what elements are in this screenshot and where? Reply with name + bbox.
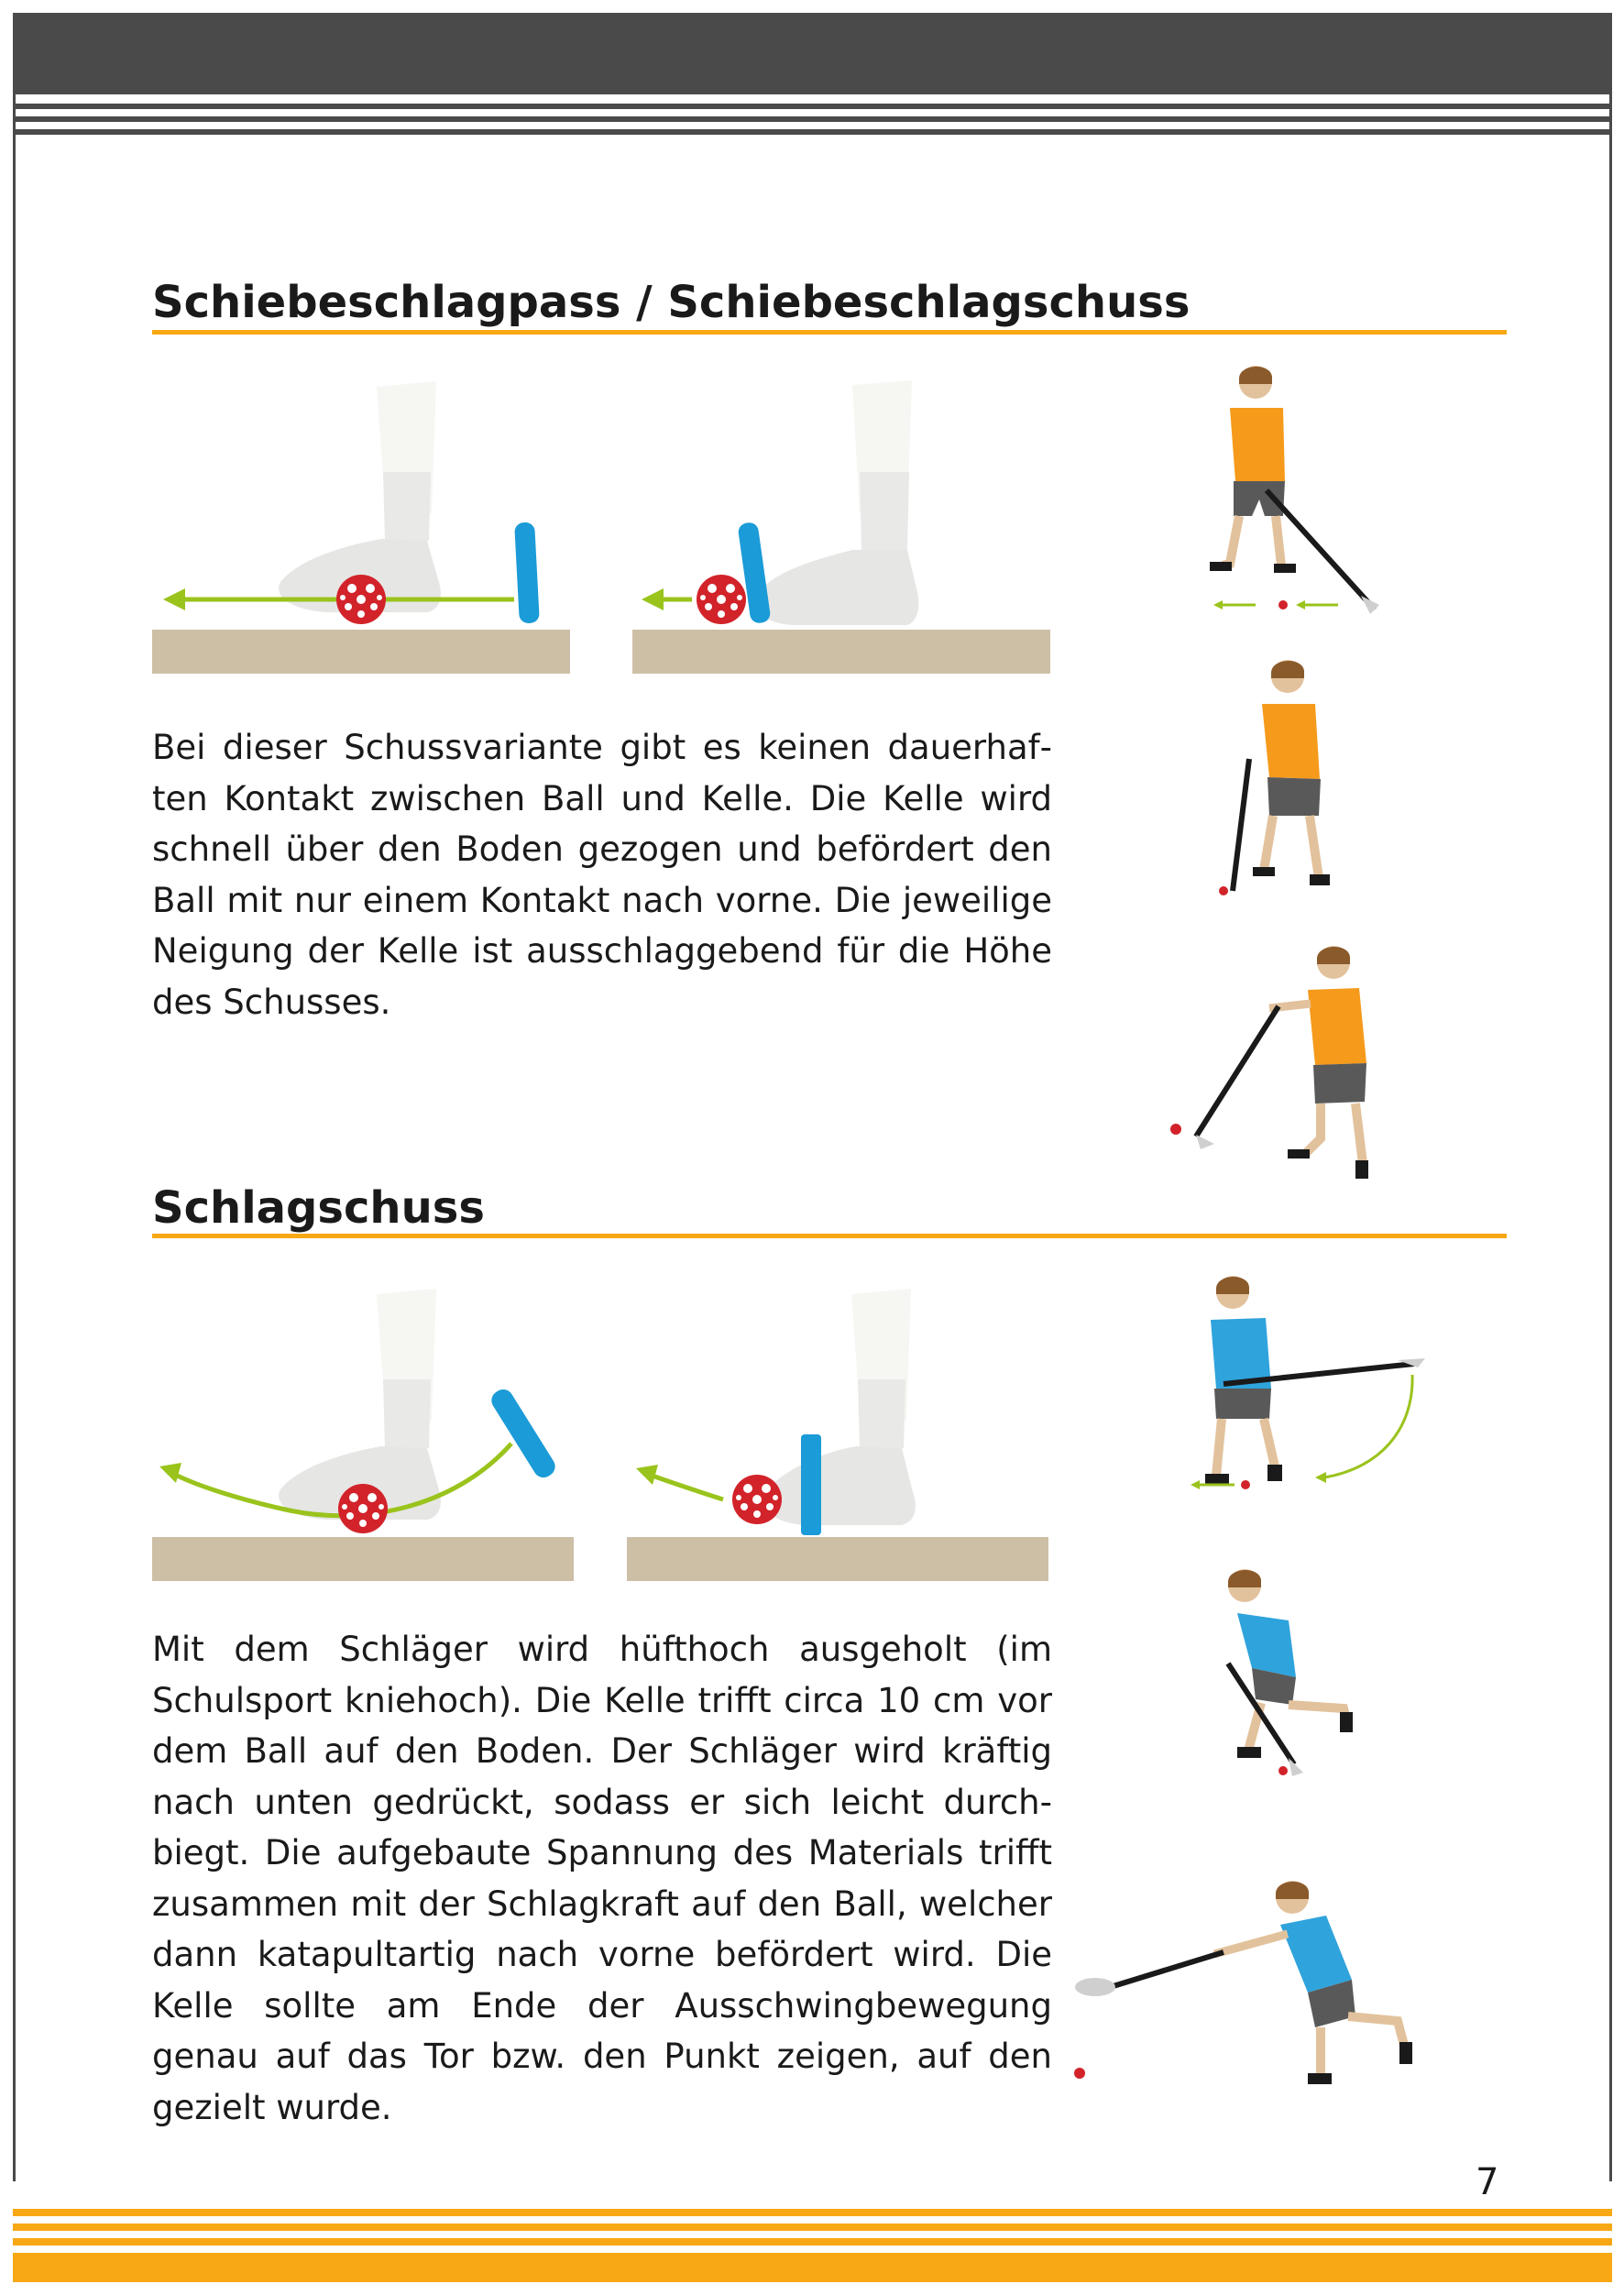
shoe-icon xyxy=(1253,867,1275,876)
stick-blade-shape xyxy=(1361,596,1379,614)
pass-arrow-line xyxy=(647,1474,723,1499)
stick-blade-shape xyxy=(1196,1135,1214,1149)
arrow-head-icon xyxy=(1315,1472,1326,1483)
shorts-shape xyxy=(1313,1063,1366,1104)
arrow-head-icon xyxy=(159,1463,181,1483)
ball-icon xyxy=(1219,886,1228,895)
shirt-shape xyxy=(1308,988,1366,1065)
shirt-shape xyxy=(1237,1613,1296,1677)
leg-right-shape xyxy=(1348,2016,1405,2048)
sock-shape xyxy=(858,1379,905,1448)
floor-shape xyxy=(152,1537,574,1581)
page-frame-right xyxy=(1609,92,1612,2181)
stick-blade-shape xyxy=(801,1434,821,1535)
shoe-icon xyxy=(1274,564,1296,573)
shirt-shape xyxy=(1262,704,1320,779)
footer-stripe xyxy=(13,2224,1612,2231)
sock-shape xyxy=(383,472,431,541)
stick-shape xyxy=(1233,759,1249,891)
leg-right-shape xyxy=(1264,1419,1275,1466)
player-figure-impact xyxy=(1201,1558,1384,1778)
shoe-icon xyxy=(1310,874,1330,885)
leg-right-shape xyxy=(1310,816,1319,878)
arrow-head-icon xyxy=(642,588,664,610)
floor-shape xyxy=(632,630,1050,674)
stick-blade-shape xyxy=(1289,1758,1303,1776)
leg-right-shape xyxy=(1289,1705,1347,1723)
floor-shape xyxy=(152,630,570,674)
floor-shape xyxy=(627,1537,1048,1581)
player-figure-stance-1 xyxy=(1182,362,1393,628)
section-text-schlagschuss: Mit dem Schläger wird hüfthoch ausgeholt (im Schulsport kniehoch). Die Kelle trifft circa 10 cm vor dem Ball auf den Boden. Der Schläger wird kräftig nach unten gedrückt, sodass er sich leicht durchbiegt. Die aufgebaute Spannung des Materials trifft zusammen mit der Schlagkraft auf den Ball, welcher dann katapultartig nach vorne befördert wird. Die Kelle sollte am Ende der Ausschwingbewegung genau auf das Tor bzw. den Punkt zeigen, auf den gezielt wurde. xyxy=(152,1630,1052,2127)
leg-left-shape xyxy=(1216,1419,1222,1476)
hair-shape xyxy=(1239,367,1272,384)
shoe-icon xyxy=(1399,2042,1412,2064)
arrow-head-icon xyxy=(1191,1480,1200,1489)
page-number: 7 xyxy=(1476,2161,1499,2203)
arm-shape xyxy=(1214,1934,1288,1954)
footer-stripe xyxy=(13,2209,1612,2216)
diagram-slap-shot-start xyxy=(152,1283,583,1586)
stick-blade-shape xyxy=(488,1386,559,1481)
arrow-head-icon xyxy=(163,588,185,610)
ball-icon xyxy=(1074,2068,1085,2079)
section-rule xyxy=(152,1234,1507,1238)
player-figure-stance-3 xyxy=(1159,935,1425,1182)
shirt-shape xyxy=(1230,408,1285,481)
shoe-icon xyxy=(763,1446,916,1525)
leg-left-shape xyxy=(1223,516,1239,566)
stick-blade-shape xyxy=(1075,1978,1115,1996)
diagram-push-shot-end xyxy=(632,376,1054,678)
leg-right-shape xyxy=(1276,516,1281,566)
hair-shape xyxy=(1317,947,1350,964)
swing-arrow xyxy=(1324,1375,1412,1477)
footer-stripe xyxy=(13,2238,1612,2246)
section-title-schlagschuss: Schlagschuss xyxy=(152,1182,485,1234)
shoe-icon xyxy=(1340,1712,1353,1732)
section-text-schiebeschlag: Bei dieser Schussvariante gibt es keinen dauerhaften Kontakt zwischen Ball und Kelle. Die Kelle wird schnell über den Boden gezogen und befördert den Ball mit nur einem Kontakt nach vorne. Die jeweilige Neigung der Kelle ist ausschlaggebend für die Höhe des Schusses. xyxy=(152,728,1052,1022)
shoe-icon xyxy=(1308,2073,1332,2084)
diagram-slap-shot-end xyxy=(627,1283,1058,1586)
shoe-icon xyxy=(1205,1474,1229,1485)
header-stripe xyxy=(13,104,1612,109)
shoe-icon xyxy=(754,550,918,625)
shirt-shape xyxy=(1280,1916,1352,1993)
player-figure-backswing xyxy=(1169,1265,1434,1503)
header-bar xyxy=(13,13,1612,94)
shoe-icon xyxy=(1267,1465,1282,1481)
hair-shape xyxy=(1271,661,1304,678)
hair-shape xyxy=(1216,1277,1249,1294)
player-figure-follow-through xyxy=(1068,1870,1434,2090)
arrow-head-icon xyxy=(1296,600,1305,609)
header-stripe xyxy=(13,129,1612,135)
shoe-icon xyxy=(1355,1160,1368,1179)
ball-icon xyxy=(1278,600,1288,609)
header-stripe xyxy=(13,116,1612,122)
footer-bar xyxy=(13,2253,1612,2282)
stick-shape xyxy=(1104,1952,1223,1989)
player-figure-stance-2 xyxy=(1196,651,1407,898)
shoe-icon xyxy=(1237,1747,1261,1758)
arrow-head-icon xyxy=(1213,600,1223,609)
shorts-shape xyxy=(1214,1389,1271,1419)
section-title-schiebeschlag: Schiebeschlagpass / Schiebeschlagschuss xyxy=(152,277,1191,328)
section-rule xyxy=(152,330,1507,335)
page-frame-left xyxy=(13,92,16,2181)
shoe-icon xyxy=(1288,1149,1310,1158)
sock-shape xyxy=(383,1379,431,1448)
shorts-shape xyxy=(1267,777,1321,816)
leg-left-shape xyxy=(1264,816,1273,871)
hair-shape xyxy=(1276,1882,1309,1899)
sock-shape xyxy=(860,472,909,550)
stick-shape xyxy=(1196,1006,1278,1137)
ball-icon xyxy=(1170,1124,1181,1135)
ball-icon xyxy=(1241,1480,1250,1489)
stick-blade-shape xyxy=(514,522,540,623)
ball-icon xyxy=(1278,1766,1288,1775)
shoe-icon xyxy=(1210,562,1232,571)
hair-shape xyxy=(1228,1570,1261,1587)
diagram-push-shot-start xyxy=(152,376,574,678)
leg-left-shape xyxy=(1306,1104,1321,1153)
leg-right-shape xyxy=(1355,1104,1363,1164)
arrow-head-icon xyxy=(636,1465,658,1485)
